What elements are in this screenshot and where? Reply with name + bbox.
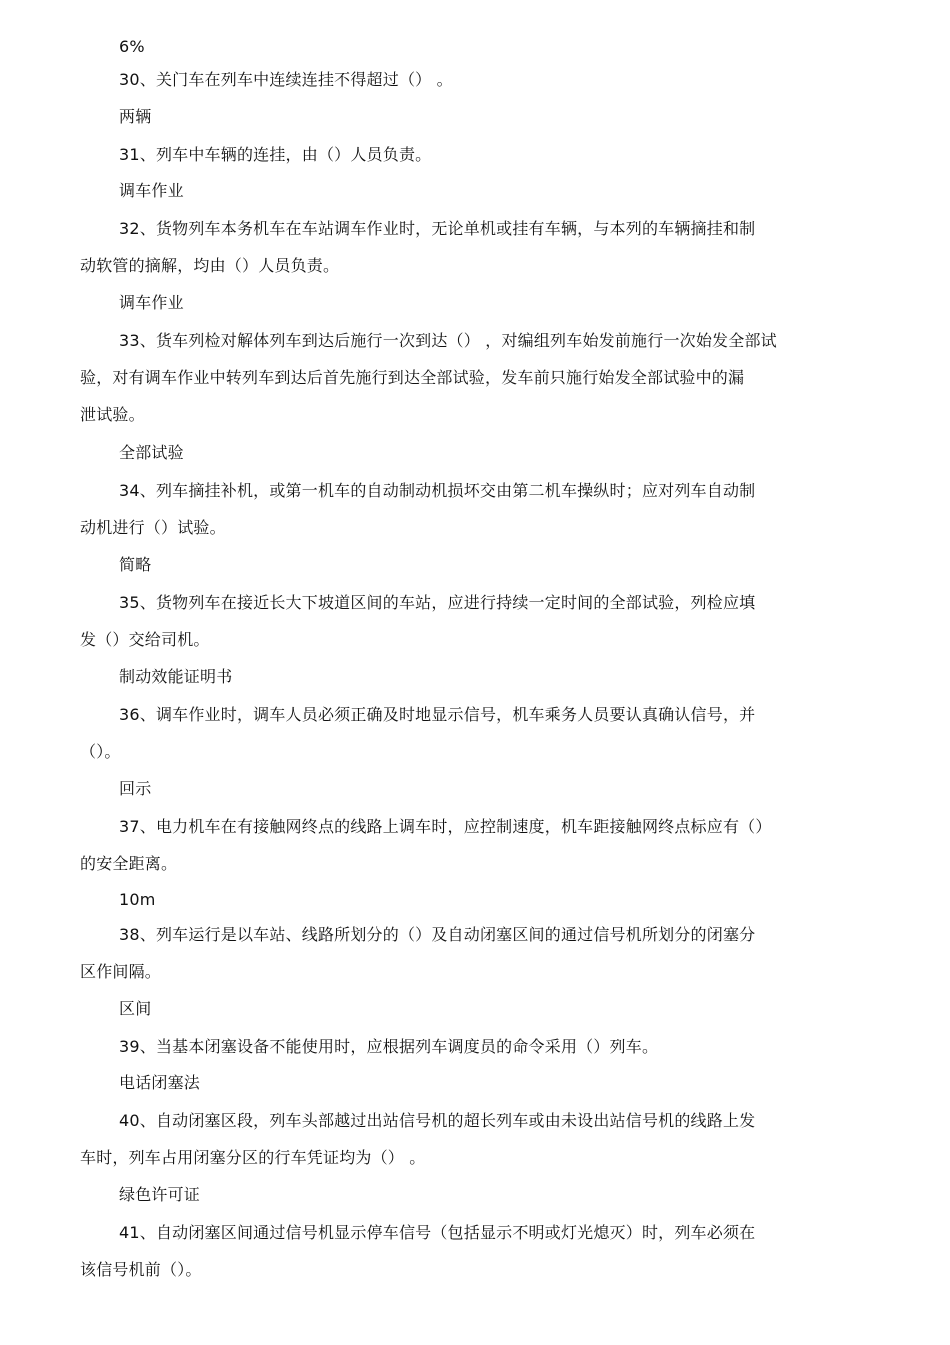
answer-31: 调车作业 (119, 181, 184, 200)
answer-38: 区间 (119, 999, 152, 1018)
answer-40: 绿色许可证 (119, 1185, 201, 1204)
question-36-line-1: 36、调车作业时，调车人员必须正确及时地显示信号，机车乘务人员要认真确认信号，并 (119, 705, 756, 724)
question-38-line-2: 区作间隔。 (80, 962, 162, 981)
answer-36: 回示 (119, 779, 152, 798)
question-38-line-1: 38、列车运行是以车站、线路所划分的（）及自动闭塞区间的通过信号机所划分的闭塞分 (119, 925, 756, 944)
question-40-line-1: 40、自动闭塞区段，列车头部越过出站信号机的超长列车或由未设出站信号机的线路上发 (119, 1111, 756, 1130)
answer-29: 6% (119, 37, 145, 56)
answer-34: 简略 (119, 555, 152, 574)
answer-37: 10m (119, 890, 156, 909)
question-35-line-2: 发（）交给司机。 (80, 630, 210, 649)
question-32-line-2: 动软管的摘解，均由（）人员负责。 (80, 256, 340, 275)
question-31-line-1: 31、列车中车辆的连挂，由（）人员负责。 (119, 145, 432, 164)
question-33-line-2: 验，对有调车作业中转列车到达后首先施行到达全部试验，发车前只施行始发全部试验中的漏 (80, 368, 745, 387)
question-41-line-1: 41、自动闭塞区间通过信号机显示停车信号（包括显示不明或灯光熄灭）时，列车必须在 (119, 1223, 756, 1242)
question-33-line-3: 泄试验。 (80, 405, 145, 424)
answer-30: 两辆 (119, 107, 152, 126)
question-30-line-1: 30、关门车在列车中连续连挂不得超过（） 。 (119, 70, 453, 89)
question-37-line-2: 的安全距离。 (80, 854, 178, 873)
question-40-line-2: 车时，列车占用闭塞分区的行车凭证均为（） 。 (80, 1148, 426, 1167)
question-36-line-2: （）。 (80, 742, 121, 761)
question-41-line-2: 该信号机前（）。 (80, 1260, 202, 1279)
answer-32: 调车作业 (119, 293, 184, 312)
question-34-line-2: 动机进行（）试验。 (80, 518, 226, 537)
question-32-line-1: 32、货物列车本务机车在车站调车作业时，无论单机或挂有车辆，与本列的车辆摘挂和制 (119, 219, 756, 238)
question-33-line-1: 33、货车列检对解体列车到达后施行一次到达（） ，对编组列车始发前施行一次始发全部试 (119, 331, 777, 350)
answer-39: 电话闭塞法 (119, 1073, 201, 1092)
question-34-line-1: 34、列车摘挂补机，或第一机车的自动制动机损坏交由第二机车操纵时；应对列车自动制 (119, 481, 756, 500)
question-39-line-1: 39、当基本闭塞设备不能使用时，应根据列车调度员的命令采用（）列车。 (119, 1037, 659, 1056)
question-37-line-1: 37、电力机车在有接触网终点的线路上调车时，应控制速度，机车距接触网终点标应有（） (119, 817, 772, 836)
question-35-line-1: 35、货物列车在接近长大下坡道区间的车站，应进行持续一定时间的全部试验，列检应填 (119, 593, 756, 612)
answer-35: 制动效能证明书 (119, 667, 233, 686)
answer-33: 全部试验 (119, 443, 184, 462)
